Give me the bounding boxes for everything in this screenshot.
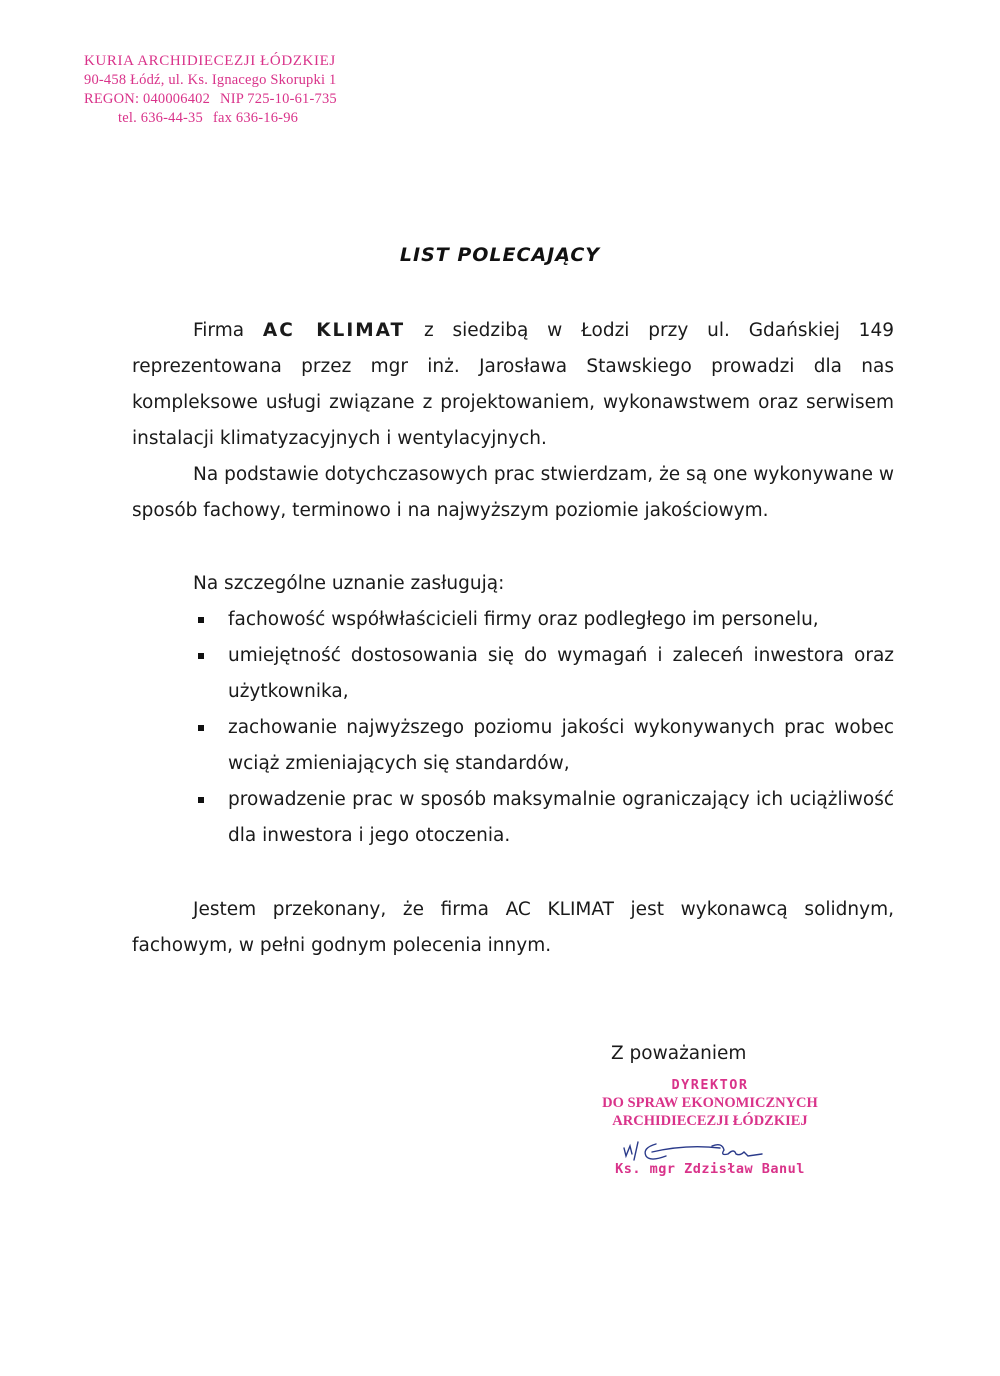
document-title: LIST POLECAJĄCY [399,244,601,266]
letterhead-institution: KURIA ARCHIDIECEZJI ŁÓDZKIEJ [84,53,336,69]
stamp-department: DO SPRAW EKONOMICZNYCH [602,1095,818,1111]
paragraph-conclusion: Jestem przekonany, że firma AC KLIMAT jest wykonawcą solidnym, fachowym, w pełni godnym polecenia innym. [132,899,894,956]
bullet-icon [198,617,204,623]
letterhead-stamp [84,52,337,128]
paragraph-assessment: Na podstawie dotychczasowych prac stwierdzam, że są one wykonywane w sposób fachowy, terminowo i na najwyższym poziomie jakościowym. [132,464,894,521]
closing-salutation: Z poważaniem [611,1043,747,1064]
list-item [196,602,894,638]
letterhead-fax: fax 636-16-96 [212,110,299,126]
list-item [196,710,894,782]
bullet-icon [198,725,204,731]
list-item-text: zachowanie najwyższego poziomu jakości wykonywanych prac wobec wciąż zmieniających się standardów, [228,717,894,774]
list-item-text: fachowość współwłaścicieli firmy oraz podległego im personelu, [228,609,819,630]
paragraph-intro-lead: Firma [193,320,245,341]
letterhead-address: 90-458 Łódź, ul. Ks. Ignacego Skorupki 1 [84,72,337,88]
letterhead-tel: tel. 636-44-35 [118,110,203,126]
letterhead-contact [84,109,337,128]
bullet-icon [198,653,204,659]
letterhead-ids [84,90,337,109]
paragraph-intro-rest: z siedzibą w Łodzi przy ul. Gdańskiej 149 reprezentowana przez mgr inż. Jarosława Stawskiego prowadzi dla nas kompleksowe usługi związane z projektowaniem, wykonawstwem oraz serwisem instalacji klimatyzacyjnych i wentylacyjnych. [132,320,894,449]
list-item-text: umiejętność dostosowania się do wymagań i zaleceń inwestora oraz użytkownika, [228,645,894,702]
paragraph-recognition: Na szczególne uznanie zasługują: [193,573,505,594]
stamp-institution: ARCHIDIECEZJI ŁÓDZKIEJ [612,1113,808,1129]
company-name: AC KLIMAT [262,320,406,341]
list-item-text: prowadzenie prac w sposób maksymalnie ograniczający ich uciążliwość dla inwestora i jego otoczenia. [228,789,894,846]
list-item [196,782,894,854]
stamp-title: DYREKTOR [671,1077,749,1093]
merits-list [196,602,894,854]
signatory-name: Ks. mgr Zdzisław Banul [615,1161,805,1177]
letterhead-regon: REGON: 040006402 [84,91,211,107]
handwritten-signature [616,1134,776,1170]
paragraph-intro [132,313,894,457]
letterhead-nip: NIP 725-10-61-735 [220,91,337,107]
list-item [196,638,894,710]
bullet-icon [198,797,204,803]
